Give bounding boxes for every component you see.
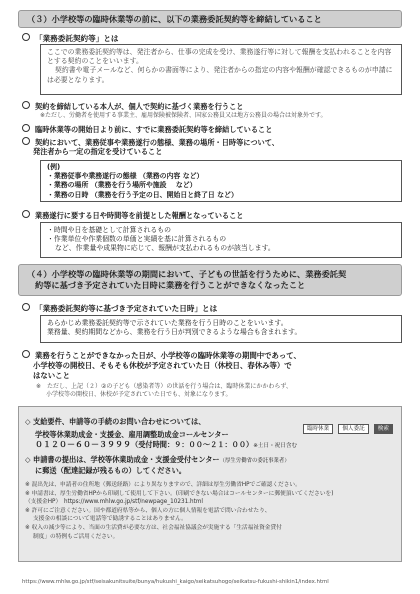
sec4-item-2 (22, 350, 402, 380)
item-4-row (22, 137, 402, 157)
support-url[interactable]: （支援金HP） https://www.mhlw.go.jp/stf/newpage_10231.html (25, 499, 203, 506)
sec4-note (36, 383, 402, 398)
examples-box (40, 160, 402, 202)
item-5-text: 業務遂行に要する日や時間等を前提とした報酬となっていること (35, 211, 244, 220)
item-3-text: 臨時休業等の開始日より前に、すでに業務委託契約等を締結していること (35, 125, 273, 134)
section-4-header (18, 264, 402, 296)
sec4-q1-title: 「業務委託契約等に基づき予定されていた日時」とは (35, 304, 218, 313)
bullet-icon (22, 303, 30, 311)
section-4-header-line-1: （４）小学校等の臨時休業等の期間において、子どもの世話を行うために、業務委託契 (27, 269, 347, 279)
note-4: ※ 許可にご注意ください。国や都道府県等から、個人の方に個人情報を電話で問い合わせたり、 (25, 507, 271, 514)
q1-title: 「業務委託契約等」とは (35, 34, 119, 43)
sec4-item-2-c: はないこと (33, 370, 70, 380)
sec4-body-2: 業務量、契約期間などから、業務を行う日が判別できるような場合も含まれます。 (47, 328, 302, 337)
hours: （受付時間：９：００～２１：００） (131, 440, 254, 449)
bullet-icon (22, 137, 30, 145)
note-7: 制度」の特例もご活用ください。 (33, 533, 119, 540)
mail-center: 申請書の提出は、学校等休業助成金・支援金受付センター (33, 455, 220, 464)
item-4-text-b: 発注者から一定の指定を受けていること (33, 147, 163, 157)
item-2-note: ※ただし、労働者を使用する事業主、雇用保険被保険者、国家公務員又は地方公務員の場合は対象外です。 (40, 112, 327, 119)
diamond-icon: ◇ (25, 417, 34, 426)
diamond-icon: ◇ (25, 455, 34, 464)
bullet-icon (22, 210, 30, 218)
condition-2: ・作業単位や作業個数の単価と実績を基に計算されるもの (47, 235, 227, 244)
bullet-icon (22, 101, 30, 109)
q1-row (22, 33, 402, 43)
hours-note: ※土日・祝日含む (253, 443, 298, 449)
sec4-definition-box (40, 315, 402, 343)
example-2: ・業務の場所 （業務を行う場所や施設 など） (47, 181, 197, 190)
item-4-text-a: 契約において、業務従事や業務遂行の態様、業務の場所・日時等について、 (35, 138, 279, 147)
call-center-name: 学校等休業助成金・支援金、雇用調整助成金コールセンター (35, 430, 229, 439)
q1-body-2: 契約書や電子メールなど、何らかの書面等により、発注者からの指定の内容や報酬が確認できるものが申請には必要となります。 (47, 66, 393, 84)
contact-box (18, 406, 402, 562)
item-3-row (22, 124, 402, 134)
section-4-header-line-2: 約等に基づき予定されていた日時に業務を行うことができなくなったこと (35, 280, 306, 290)
sec4-body-1: あらかじめ業務委託契約等で示されていた業務を行う日時のことをいいます。 (47, 319, 288, 327)
tag-keyword-2: 個人委託 (338, 424, 368, 434)
phone-number[interactable]: ０１２０－６０－３９９９ (35, 440, 131, 449)
note-1: ※ 混出先は、申請者の住所地（郵送経路）により異なりますので、詳細は厚生労働省HPでご確認ください。 (25, 482, 301, 488)
item-2-text: 契約を締結している本人が、個人で契約に基づく業務を行うこと (35, 102, 244, 111)
note-2: ※ 申請書は、厚生労働省HPから印刷して使用して下さい。(印刷できない場合はコールセンターに郵便頂いてくださいを) (25, 490, 334, 497)
conditions-box (40, 222, 402, 258)
contact-title: 支給要件、申請等の手続のお問い合わせについては、 (33, 417, 206, 426)
tag-keyword-1: 臨時休業 (303, 424, 333, 434)
sec4-note-2: 小学校等の開校日、休校が予定されていた日でも、対象になります。 (46, 390, 232, 398)
sec4-q1-row (22, 303, 402, 313)
sec4-item-2-b: 小学校等の開校日、そもそも休校が予定されていた日（休校日、春休み等）で (33, 360, 292, 370)
condition-1: ・時間や日を基礎として計算されるもの (47, 226, 172, 234)
item-5-row (22, 210, 402, 220)
contact-inquiry (25, 417, 275, 427)
mail-instruction: に郵送（配達記録が残るもの）してください。 (35, 466, 186, 475)
mail-submission (25, 455, 397, 476)
bullet-icon (22, 124, 30, 132)
note-5: 支援金の相談について電話等で勧誘することはありません。 (33, 516, 187, 523)
example-1: ・業務従事や業務遂行の態様 （業務の内容 など） (47, 172, 204, 181)
section-3-header: （３）小学校等の臨時休業等の前に、以下の業務委託契約等を締結していること (18, 10, 402, 28)
contact-notes (25, 481, 397, 541)
note-6: ※ 収入の減少等により、当面の生活費が必要な方は、社会福祉協議会が実施する「生活福祉資金貸付 (25, 524, 282, 531)
footer-url[interactable]: https://www.mhlw.go.jp/stf/seisakunitsuite/bunya/hukushi_kaigo/seikatsuhogo/seikatsu-fukushi-shikin1/index.html (22, 579, 329, 585)
bullet-icon (22, 33, 30, 41)
call-center (35, 430, 395, 451)
q1-body-1: ここでの業務委託契約等は、発注者から、仕事の完成を受け、業務遂行等に対して報酬を支払われることを内容とする契約のことをいいます。 (47, 48, 392, 66)
mail-center-note: （厚生労働省の委託事業者） (219, 458, 290, 464)
q1-definition-box (40, 44, 402, 95)
sec4-item-2-a: 業務を行うことができなかった日が、小学校等の臨時休業等の期間中であって、 (35, 351, 301, 360)
item-2-row (22, 101, 402, 111)
bullet-icon (22, 350, 30, 358)
search-button[interactable]: 検索 (374, 424, 393, 434)
examples-label: (例) (47, 163, 61, 171)
example-3: ・業務の日時 （業務を行う予定の日、開始日と終了日 など） (47, 190, 238, 199)
sec4-note-1: ※ ただし、上記（２）②の子ども（感染者等）の世話を行う場合は、臨時休業にかかわらず、 (36, 383, 292, 390)
condition-3: など、作業量や成果物に応じて、報酬が支払われるものが該当します。 (55, 244, 275, 253)
